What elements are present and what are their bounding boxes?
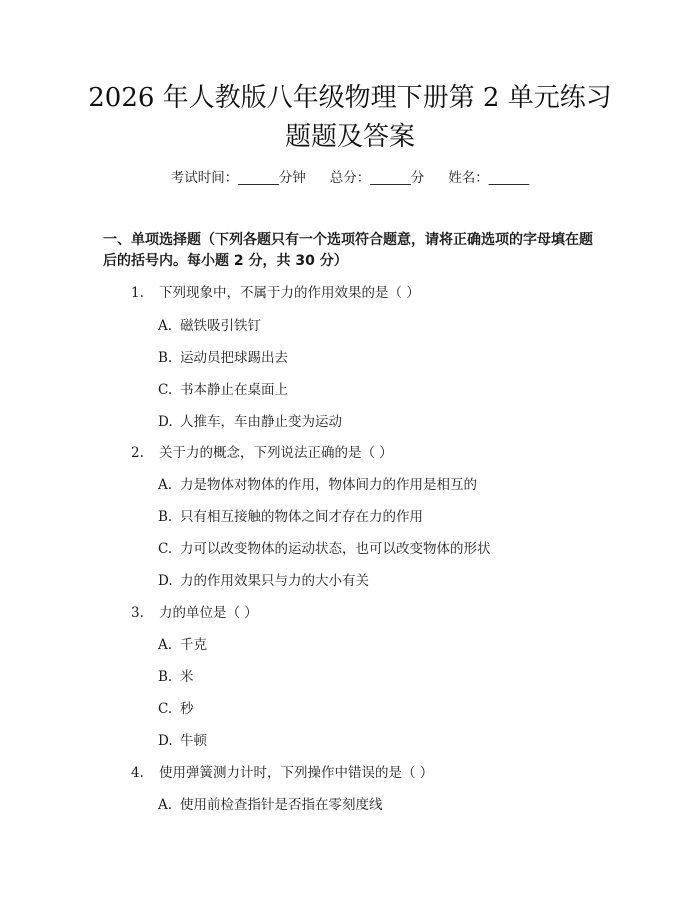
option-letter: A. bbox=[158, 637, 173, 653]
option-text: 运动员把球踢出去 bbox=[180, 350, 288, 366]
option-text: 千克 bbox=[180, 637, 207, 653]
question-3-option-a bbox=[158, 635, 207, 655]
question-1 bbox=[131, 283, 420, 303]
question-number: 3. bbox=[131, 605, 144, 621]
question-1-option-a bbox=[158, 316, 261, 336]
option-text: 力的作用效果只与力的大小有关 bbox=[180, 573, 369, 589]
question-text: 使用弹簧测力计时，下列操作中错误的是（ ） bbox=[159, 765, 434, 781]
option-text: 书本静止在桌面上 bbox=[180, 382, 288, 398]
question-2-option-c bbox=[158, 539, 491, 559]
option-text: 使用前检查指针是否指在零刻度线 bbox=[180, 797, 383, 813]
option-letter: B. bbox=[158, 669, 173, 685]
exam-meta bbox=[0, 168, 700, 188]
option-text: 磁铁吸引铁钉 bbox=[180, 318, 261, 334]
option-letter: A. bbox=[158, 797, 173, 813]
option-text: 只有相互接触的物体之间才存在力的作用 bbox=[180, 509, 423, 525]
question-2 bbox=[131, 443, 393, 463]
question-3-option-c bbox=[158, 699, 194, 719]
document-title-line-1: 2026 年人教版八年级物理下册第 2 单元练习 bbox=[88, 83, 612, 113]
section-heading-line-1: 一、单项选择题（下列各题只有一个选项符合题意，请将正确选项的字母填在题 bbox=[103, 232, 593, 248]
option-letter: A. bbox=[158, 318, 173, 334]
question-1-option-b bbox=[158, 348, 288, 368]
question-text: 下列现象中，不属于力的作用效果的是（ ） bbox=[159, 285, 420, 301]
option-letter: C. bbox=[158, 382, 173, 398]
question-2-option-b bbox=[158, 507, 423, 527]
option-text: 米 bbox=[180, 669, 194, 685]
exam-score-field: 总分：______分 bbox=[329, 170, 425, 186]
question-1-option-d bbox=[158, 412, 342, 432]
option-text: 力可以改变物体的运动状态，也可以改变物体的形状 bbox=[180, 541, 491, 557]
option-text: 秒 bbox=[180, 701, 194, 717]
option-letter: A. bbox=[158, 477, 173, 493]
question-text: 关于力的概念，下列说法正确的是（ ） bbox=[159, 445, 393, 461]
question-number: 2. bbox=[131, 445, 144, 461]
option-text: 牛顿 bbox=[180, 733, 207, 749]
document-title-line-2: 题题及答案 bbox=[284, 122, 415, 152]
exam-time-field: 考试时间：______分钟 bbox=[170, 170, 306, 186]
exam-name-field: 姓名：______ bbox=[448, 170, 530, 186]
question-4-option-a bbox=[158, 795, 383, 815]
option-letter: C. bbox=[158, 701, 173, 717]
option-letter: D. bbox=[158, 573, 173, 589]
question-1-option-c bbox=[158, 380, 288, 400]
question-2-option-a bbox=[158, 475, 477, 495]
option-letter: B. bbox=[158, 509, 173, 525]
question-2-option-d bbox=[158, 571, 369, 591]
question-3-option-d bbox=[158, 731, 207, 751]
question-3 bbox=[131, 603, 258, 623]
option-letter: B. bbox=[158, 350, 173, 366]
section-heading-line-2: 后的括号内。每小题 2 分，共 30 分） bbox=[103, 253, 348, 269]
option-letter: D. bbox=[158, 414, 173, 430]
option-text: 人推车，车由静止变为运动 bbox=[180, 414, 342, 430]
question-4 bbox=[131, 763, 433, 783]
question-number: 4. bbox=[131, 765, 144, 781]
question-number: 1. bbox=[131, 285, 144, 301]
question-3-option-b bbox=[158, 667, 194, 687]
question-text: 力的单位是（ ） bbox=[159, 605, 258, 621]
option-letter: D. bbox=[158, 733, 173, 749]
option-letter: C. bbox=[158, 541, 173, 557]
option-text: 力是物体对物体的作用，物体间力的作用是相互的 bbox=[180, 477, 477, 493]
